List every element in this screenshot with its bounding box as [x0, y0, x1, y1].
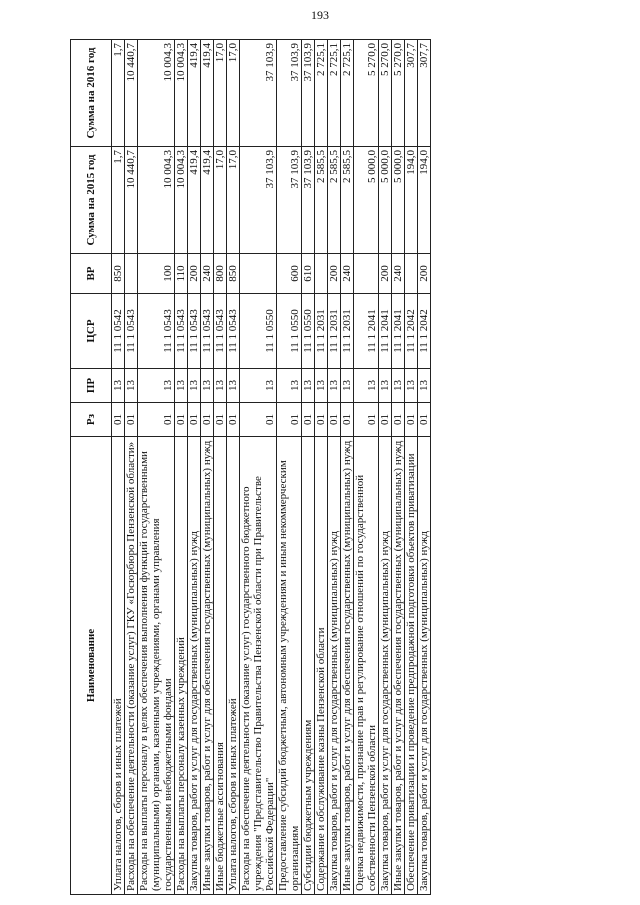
- cell-sum-2016: 419,4: [188, 40, 201, 147]
- cell-csr: 11 1 0550: [240, 294, 277, 369]
- cell-sum-2016: 10 440,7: [125, 40, 138, 147]
- cell-sum-2016: 5 270,0: [392, 40, 405, 147]
- cell-pr: 13: [125, 369, 138, 403]
- cell-csr: 11 1 2042: [418, 294, 431, 369]
- header-sum-2015: Сумма на 2015 год: [71, 147, 112, 254]
- cell-name: Расходы на выплаты персоналу в целях обеспечения выполнения функций государственными (муниципальными) органами, казенными учреждениями, органами управления государственными внебюджетными фондами: [138, 437, 175, 895]
- table-row: [175, 40, 188, 895]
- table-row: [214, 40, 227, 895]
- cell-name: Расходы на выплаты персоналу казенных учреждений: [175, 437, 188, 895]
- table-row: [201, 40, 214, 895]
- cell-rz: 01: [175, 403, 188, 437]
- cell-vr: 240: [341, 254, 354, 294]
- cell-name: Иные бюджетные ассигнования: [214, 437, 227, 895]
- page-number: 193: [311, 8, 329, 22]
- cell-rz: 01: [277, 403, 302, 437]
- cell-sum-2015: 10 004,3: [138, 147, 175, 254]
- cell-pr: 13: [315, 369, 328, 403]
- cell-pr: 13: [227, 369, 240, 403]
- cell-sum-2015: 2 585,5: [341, 147, 354, 254]
- header-csr: ЦСР: [71, 294, 112, 369]
- cell-name: Закупка товаров, работ и услуг для государственных (муниципальных) нужд: [418, 437, 431, 895]
- cell-pr: 13: [302, 369, 315, 403]
- cell-sum-2015: 2 585,5: [315, 147, 328, 254]
- cell-sum-2016: 307,7: [405, 40, 418, 147]
- cell-vr: 100: [138, 254, 175, 294]
- cell-pr: 13: [214, 369, 227, 403]
- cell-sum-2016: 419,4: [201, 40, 214, 147]
- cell-vr: 800: [214, 254, 227, 294]
- cell-name: Уплата налогов, сборов и иных платежей: [112, 437, 125, 895]
- cell-csr: 11 1 0543: [125, 294, 138, 369]
- cell-sum-2016: 307,7: [418, 40, 431, 147]
- cell-rz: 01: [405, 403, 418, 437]
- cell-rz: 01: [379, 403, 392, 437]
- cell-pr: 13: [405, 369, 418, 403]
- header-rz: Рз: [71, 403, 112, 437]
- cell-sum-2015: 37 103,9: [302, 147, 315, 254]
- cell-sum-2016: 1,7: [112, 40, 125, 147]
- cell-vr: [240, 254, 277, 294]
- cell-pr: 13: [392, 369, 405, 403]
- cell-pr: 13: [175, 369, 188, 403]
- cell-vr: 200: [418, 254, 431, 294]
- cell-vr: 850: [112, 254, 125, 294]
- cell-csr: 11 1 2041: [379, 294, 392, 369]
- cell-sum-2015: 37 103,9: [240, 147, 277, 254]
- cell-sum-2016: 5 270,0: [354, 40, 379, 147]
- table-row: [125, 40, 138, 895]
- table-row: [112, 40, 125, 895]
- cell-sum-2016: 2 725,1: [315, 40, 328, 147]
- cell-vr: 610: [302, 254, 315, 294]
- table-row: [138, 40, 175, 895]
- cell-vr: 600: [277, 254, 302, 294]
- table-row: [188, 40, 201, 895]
- table-row: [405, 40, 418, 895]
- cell-name: Субсидии бюджетным учреждениям: [302, 437, 315, 895]
- cell-pr: 13: [138, 369, 175, 403]
- cell-vr: 240: [201, 254, 214, 294]
- cell-name: Закупка товаров, работ и услуг для государственных (муниципальных) нужд: [379, 437, 392, 895]
- cell-vr: [315, 254, 328, 294]
- table-header-row: [71, 40, 112, 895]
- table-row: [302, 40, 315, 895]
- cell-rz: 01: [354, 403, 379, 437]
- cell-csr: 11 1 0543: [175, 294, 188, 369]
- cell-csr: 11 1 2041: [392, 294, 405, 369]
- cell-sum-2016: 5 270,0: [379, 40, 392, 147]
- cell-sum-2016: 37 103,9: [277, 40, 302, 147]
- cell-sum-2015: 194,0: [418, 147, 431, 254]
- cell-name: Иные закупки товаров, работ и услуг для обеспечения государственных (муниципальных) нужд: [341, 437, 354, 895]
- budget-table: [70, 39, 431, 895]
- cell-sum-2015: 419,4: [201, 147, 214, 254]
- cell-sum-2015: 1,7: [112, 147, 125, 254]
- cell-sum-2015: 37 103,9: [277, 147, 302, 254]
- cell-name: Содержание и обслуживание казны Пензенской области: [315, 437, 328, 895]
- cell-name: Закупка товаров, работ и услуг для государственных (муниципальных) нужд: [328, 437, 341, 895]
- cell-sum-2016: 17,0: [227, 40, 240, 147]
- table-row: [277, 40, 302, 895]
- table-row: [341, 40, 354, 895]
- cell-rz: 01: [138, 403, 175, 437]
- cell-rz: 01: [214, 403, 227, 437]
- header-name: Наименование: [71, 437, 112, 895]
- cell-rz: 01: [188, 403, 201, 437]
- cell-sum-2016: 17,0: [214, 40, 227, 147]
- cell-pr: 13: [418, 369, 431, 403]
- table-row: [392, 40, 405, 895]
- cell-sum-2016: 2 725,1: [328, 40, 341, 147]
- table-body: [112, 40, 431, 895]
- cell-vr: [354, 254, 379, 294]
- cell-csr: 11 1 2042: [405, 294, 418, 369]
- cell-rz: 01: [341, 403, 354, 437]
- cell-vr: [405, 254, 418, 294]
- cell-sum-2015: 5 000,0: [354, 147, 379, 254]
- cell-sum-2015: 5 000,0: [379, 147, 392, 254]
- cell-rz: 01: [418, 403, 431, 437]
- cell-csr: 11 1 0543: [201, 294, 214, 369]
- cell-name: Иные закупки товаров, работ и услуг для обеспечения государственных (муниципальных) нужд: [201, 437, 214, 895]
- cell-sum-2016: 37 103,9: [302, 40, 315, 147]
- cell-pr: 13: [328, 369, 341, 403]
- cell-sum-2015: 17,0: [214, 147, 227, 254]
- cell-vr: 110: [175, 254, 188, 294]
- rotated-table-container: [70, 40, 565, 895]
- cell-csr: 11 1 2031: [328, 294, 341, 369]
- cell-vr: 850: [227, 254, 240, 294]
- cell-sum-2015: 194,0: [405, 147, 418, 254]
- table-row: [328, 40, 341, 895]
- cell-name: Предоставление субсидий бюджетным, автономным учреждениям и иным некоммерческим организациям: [277, 437, 302, 895]
- cell-rz: 01: [227, 403, 240, 437]
- cell-pr: 13: [341, 369, 354, 403]
- cell-name: Обеспечение приватизации и проведение предпродажной подготовки объектов приватизации: [405, 437, 418, 895]
- cell-pr: 13: [379, 369, 392, 403]
- cell-sum-2015: 2 585,5: [328, 147, 341, 254]
- table-row: [227, 40, 240, 895]
- cell-vr: 200: [379, 254, 392, 294]
- header-vr: ВР: [71, 254, 112, 294]
- cell-sum-2015: 5 000,0: [392, 147, 405, 254]
- table-row: [379, 40, 392, 895]
- cell-rz: 01: [328, 403, 341, 437]
- header-pr: ПР: [71, 369, 112, 403]
- cell-vr: 200: [188, 254, 201, 294]
- cell-csr: 11 1 0543: [188, 294, 201, 369]
- cell-csr: 11 1 0543: [227, 294, 240, 369]
- cell-csr: 11 1 0550: [302, 294, 315, 369]
- cell-csr: 11 1 2041: [354, 294, 379, 369]
- cell-sum-2016: 2 725,1: [341, 40, 354, 147]
- cell-rz: 01: [315, 403, 328, 437]
- cell-csr: 11 1 2031: [315, 294, 328, 369]
- cell-csr: 11 1 0542: [112, 294, 125, 369]
- cell-pr: 13: [277, 369, 302, 403]
- cell-sum-2015: 10 440,7: [125, 147, 138, 254]
- cell-name: Закупка товаров, работ и услуг для государственных (муниципальных) нужд: [188, 437, 201, 895]
- table-row: [240, 40, 277, 895]
- cell-vr: [125, 254, 138, 294]
- cell-name: Уплата налогов, сборов и иных платежей: [227, 437, 240, 895]
- cell-vr: 200: [328, 254, 341, 294]
- cell-rz: 01: [112, 403, 125, 437]
- cell-name: Иные закупки товаров, работ и услуг для обеспечения государственных (муниципальных) нужд: [392, 437, 405, 895]
- cell-rz: 01: [201, 403, 214, 437]
- cell-sum-2015: 419,4: [188, 147, 201, 254]
- cell-pr: 13: [112, 369, 125, 403]
- cell-rz: 01: [240, 403, 277, 437]
- cell-rz: 01: [302, 403, 315, 437]
- cell-sum-2016: 37 103,9: [240, 40, 277, 147]
- cell-name: Оценка недвижимости, признание прав и регулирование отношений по государственной собственности Пензенской области: [354, 437, 379, 895]
- cell-rz: 01: [125, 403, 138, 437]
- cell-pr: 13: [240, 369, 277, 403]
- table-row: [418, 40, 431, 895]
- cell-name: Расходы на обеспечение деятельности (оказание услуг) ГКУ «Госюрбюро Пензенской области»: [125, 437, 138, 895]
- cell-vr: 240: [392, 254, 405, 294]
- cell-rz: 01: [392, 403, 405, 437]
- header-sum-2016: Сумма на 2016 год: [71, 40, 112, 147]
- cell-csr: 11 1 0550: [277, 294, 302, 369]
- cell-csr: 11 1 0543: [138, 294, 175, 369]
- cell-csr: 11 1 0543: [214, 294, 227, 369]
- cell-pr: 13: [201, 369, 214, 403]
- cell-sum-2015: 10 004,3: [175, 147, 188, 254]
- cell-sum-2015: 17,0: [227, 147, 240, 254]
- cell-name: Расходы на обеспечение деятельности (оказание услуг) государственного бюджетного учреждения "Представительство Правительства Пензенской области при Правительстве Российской Федерации": [240, 437, 277, 895]
- cell-pr: 13: [188, 369, 201, 403]
- table-row: [315, 40, 328, 895]
- table-row: [354, 40, 379, 895]
- cell-csr: 11 1 2031: [341, 294, 354, 369]
- cell-pr: 13: [354, 369, 379, 403]
- cell-sum-2016: 10 004,3: [175, 40, 188, 147]
- cell-sum-2016: 10 004,3: [138, 40, 175, 147]
